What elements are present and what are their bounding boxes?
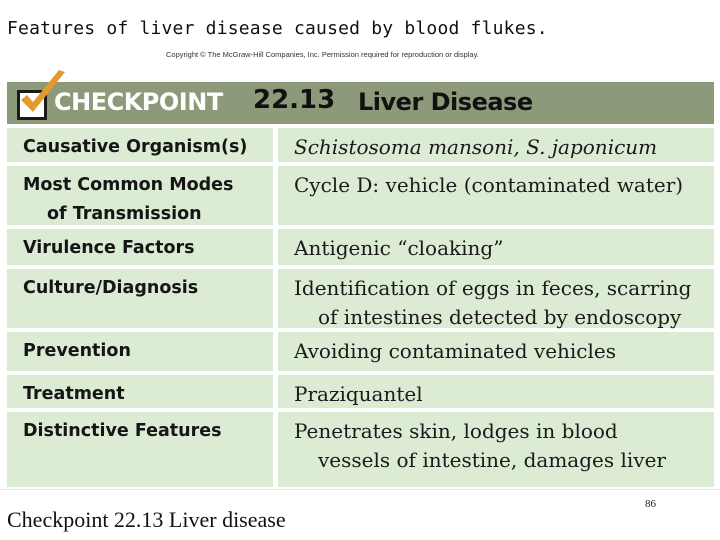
row-value-line: of intestines detected by endoscopy (318, 305, 682, 329)
checkpoint-figure (7, 62, 714, 487)
row-label (7, 166, 273, 225)
row-value-line: Avoiding contaminated vehicles (294, 339, 617, 363)
row-label-line: Most Common Modes (23, 175, 234, 195)
row-value-line: Identification of eggs in feces, scarring (294, 276, 692, 300)
row-label-line: Treatment (23, 384, 125, 404)
row-value (278, 269, 714, 328)
table-row (7, 229, 714, 265)
table-row (7, 375, 714, 408)
checkpoint-number: 22.13 (253, 85, 336, 115)
row-value-line: Antigenic “cloaking” (294, 236, 504, 260)
row-value (278, 375, 714, 408)
row-value-line: Praziquantel (294, 382, 423, 406)
row-label (7, 269, 273, 328)
table-row (7, 332, 714, 371)
row-label (7, 412, 273, 487)
checkpoint-topic: Liver Disease (358, 88, 533, 116)
table-row (7, 166, 714, 225)
checkpoint-banner (7, 82, 714, 124)
row-label-line: Virulence Factors (23, 238, 195, 258)
row-label-line: of Transmission (47, 204, 202, 224)
row-label (7, 229, 273, 265)
row-value-line: vessels of intestine, damages liver (318, 448, 666, 472)
checkpoint-table (7, 128, 714, 491)
checkmark-icon (13, 66, 73, 126)
slide-footer: Checkpoint 22.13 Liver disease (7, 507, 286, 532)
row-value (278, 229, 714, 265)
row-value-line: Cycle D: vehicle (contaminated water) (294, 173, 684, 197)
footer-divider (0, 489, 720, 490)
table-row (7, 412, 714, 487)
row-label (7, 128, 273, 162)
copyright-notice: Copyright © The McGraw-Hill Companies, Inc. Permission required for reproduction or display. (166, 50, 479, 59)
row-label (7, 375, 273, 408)
row-value (278, 166, 714, 225)
row-label-line: Causative Organism(s) (23, 137, 248, 157)
row-value-line: Penetrates skin, lodges in blood (294, 419, 618, 443)
checkpoint-label: CHECKPOINT (54, 88, 223, 116)
row-label (7, 332, 273, 371)
row-label-line: Culture/Diagnosis (23, 278, 199, 298)
table-row (7, 269, 714, 328)
row-value (278, 332, 714, 371)
row-value-line: Schistosoma mansoni, S. japonicum (294, 135, 658, 159)
row-label-line: Distinctive Features (23, 421, 222, 441)
slide-title: Features of liver disease caused by blood flukes. (7, 18, 548, 39)
row-value (278, 128, 714, 162)
page-number: 86 (645, 498, 656, 510)
row-label-line: Prevention (23, 341, 131, 361)
row-value (278, 412, 714, 487)
table-row (7, 128, 714, 162)
